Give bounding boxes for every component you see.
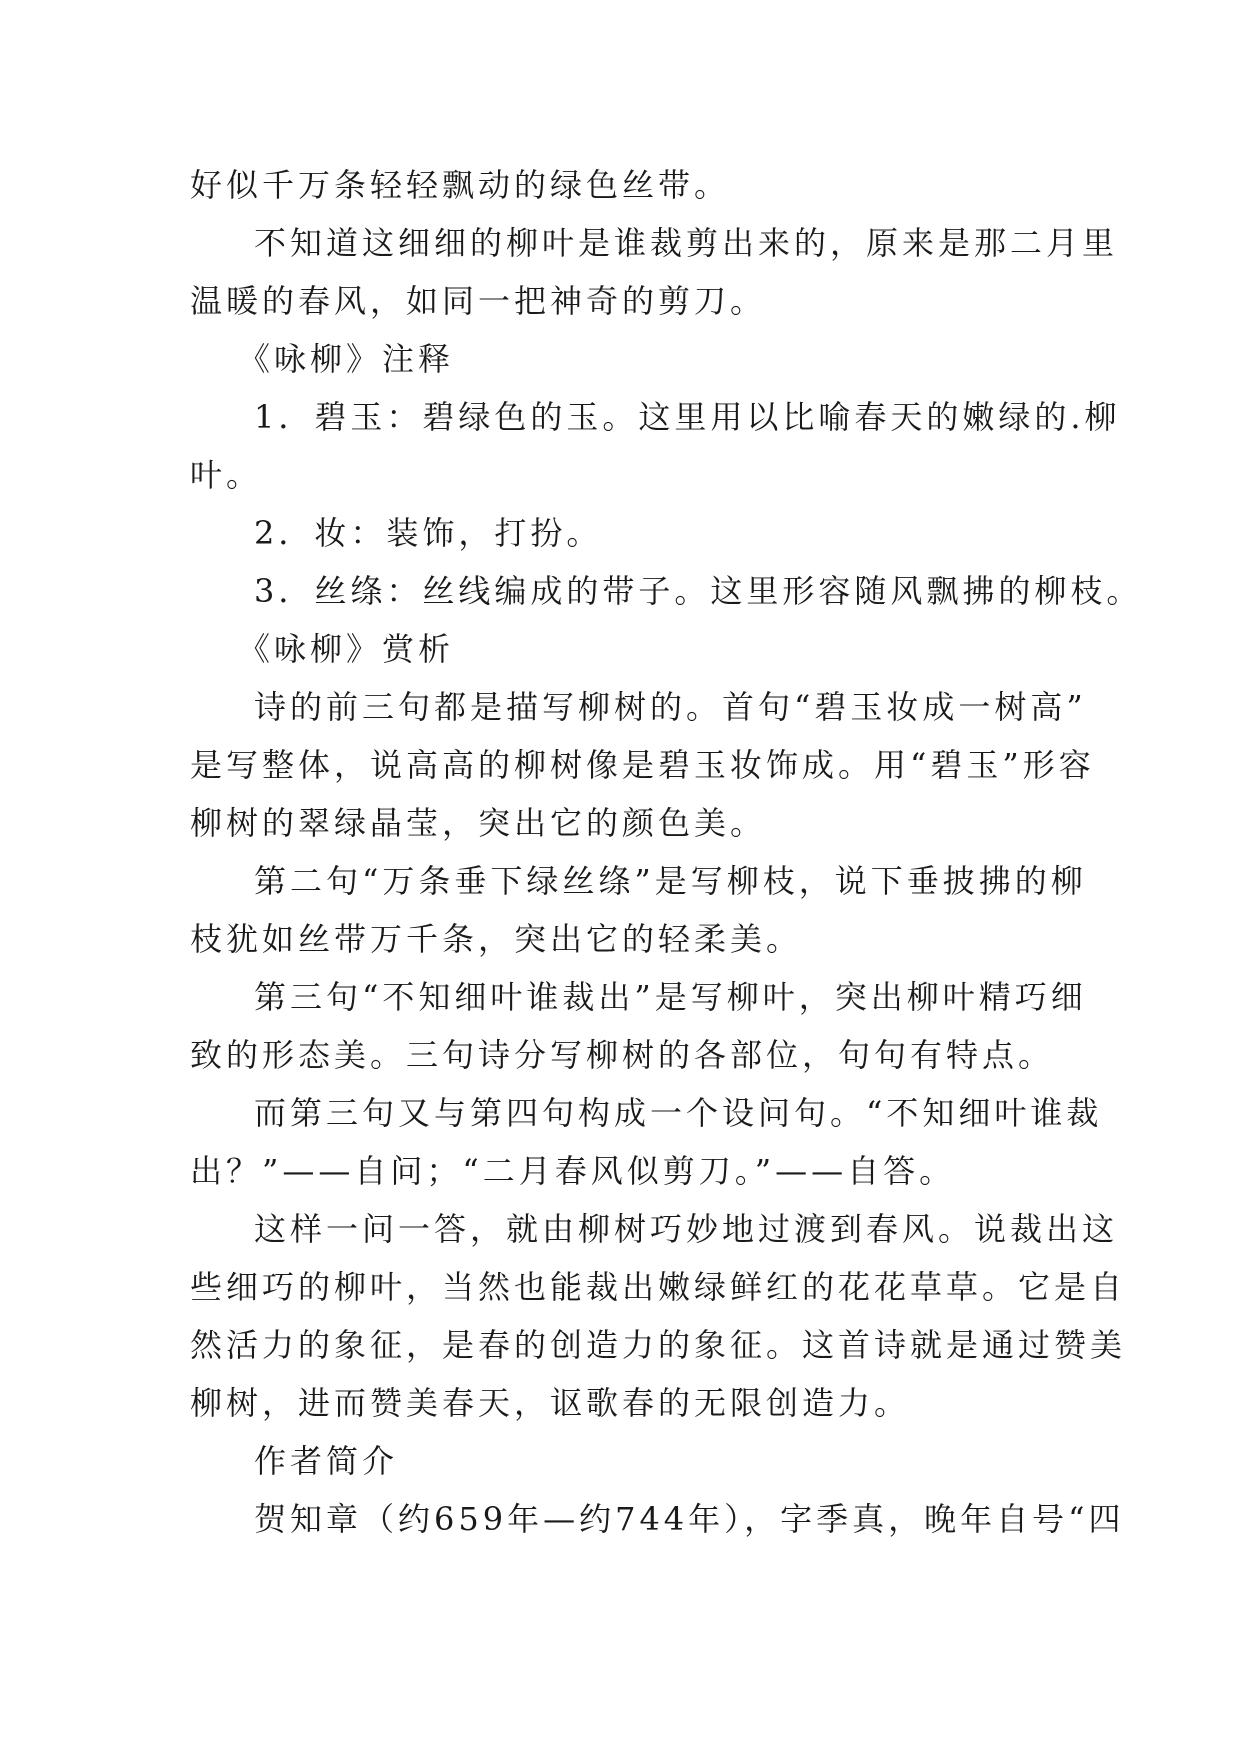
section-heading: 《咏柳》赏析 — [238, 630, 455, 668]
section-heading: 《咏柳》注释 — [238, 340, 455, 378]
text-line: 好似千万条轻轻飘动的绿色丝带。 — [190, 166, 731, 204]
text-line: 然活力的象征，是春的创造力的象征。这首诗就是通过赞美 — [190, 1326, 1127, 1364]
text-line: 3．丝绦：丝线编成的带子。这里形容随风飘拂的柳枝。 — [254, 572, 1143, 610]
text-line: 不知道这细细的柳叶是谁裁剪出来的，原来是那二月里 — [254, 224, 1119, 262]
text-line: 第三句“不知细叶谁裁出”是写柳叶，突出柳叶精巧细 — [254, 978, 1087, 1016]
text-line: 1．碧玉：碧绿色的玉。这里用以比喻春天的嫩绿的.柳 — [254, 398, 1121, 436]
text-line: 出？”——自问；“二月春风似剪刀。”——自答。 — [190, 1152, 956, 1190]
text-line: 枝犹如丝带万千条，突出它的轻柔美。 — [190, 920, 803, 958]
text-line: 而第三句又与第四句构成一个设问句。“不知细叶谁裁 — [254, 1094, 1103, 1132]
text-line: 致的形态美。三句诗分写柳树的各部位，句句有特点。 — [190, 1036, 1055, 1074]
section-heading: 作者简介 — [254, 1442, 399, 1480]
text-line: 柳树的翠绿晶莹，突出它的颜色美。 — [190, 804, 767, 842]
text-line: 贺知章（约659年—约744年），字季真，晚年自号“四 — [254, 1500, 1125, 1538]
text-line: 这样一问一答，就由柳树巧妙地过渡到春风。说裁出这 — [254, 1210, 1119, 1248]
text-line: 2．妆：装饰，打扮。 — [254, 514, 603, 552]
text-line: 温暖的春风，如同一把神奇的剪刀。 — [190, 282, 767, 320]
text-line: 诗的前三句都是描写柳树的。首句“碧玉妆成一树高” — [254, 688, 1087, 726]
text-line: 第二句“万条垂下绿丝绦”是写柳枝，说下垂披拂的柳 — [254, 862, 1087, 900]
text-line: 是写整体，说高高的柳树像是碧玉妆饰成。用“碧玉”形容 — [190, 746, 1095, 784]
text-line: 叶。 — [190, 456, 263, 494]
text-line: 柳树，进而赞美春天，讴歌春的无限创造力。 — [190, 1384, 911, 1422]
text-line: 些细巧的柳叶，当然也能裁出嫩绿鲜红的花花草草。它是自 — [190, 1268, 1127, 1306]
